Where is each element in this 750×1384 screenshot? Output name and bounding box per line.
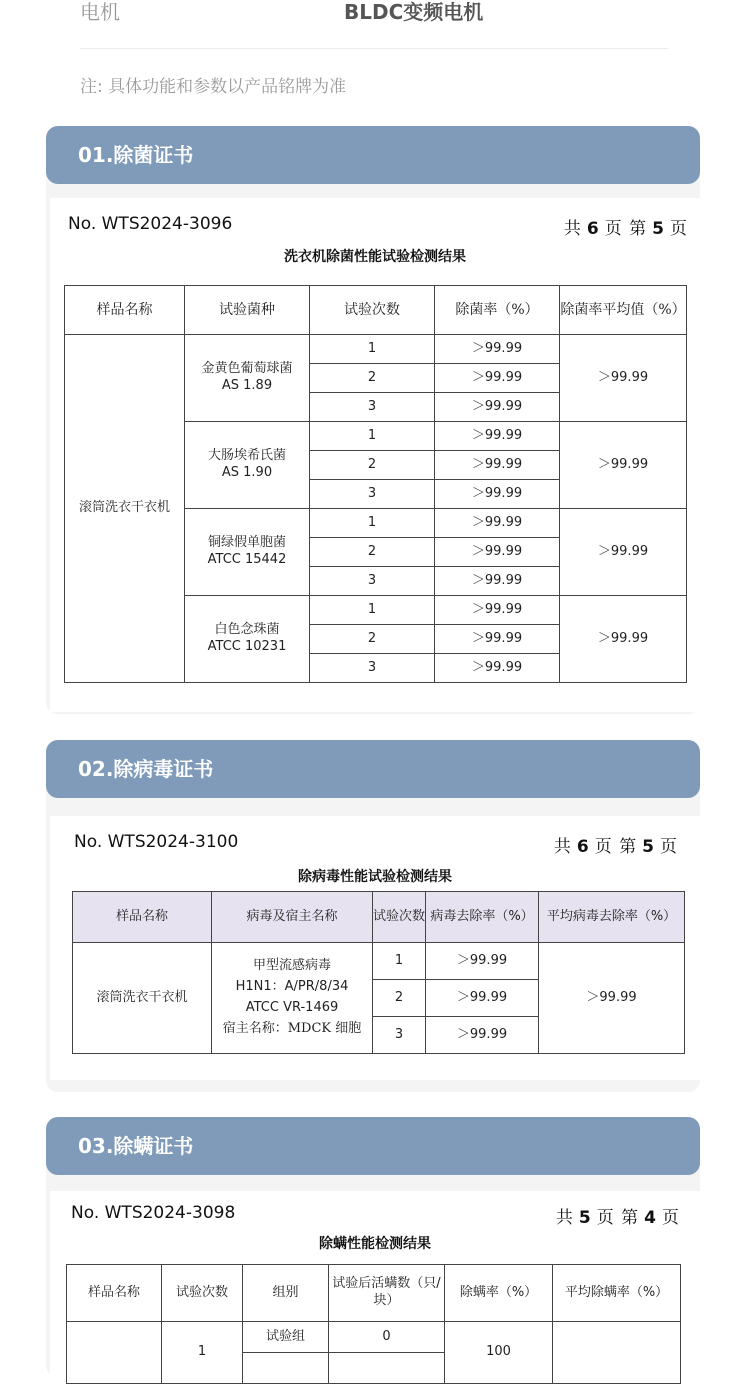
trial-cell: 3 xyxy=(310,393,435,422)
header-cell: 组别 xyxy=(243,1265,329,1322)
avg-rate-cell: ＞99.99 xyxy=(539,943,685,1054)
avg-rate-cell: ＞99.99 xyxy=(560,335,687,422)
trial-cell: 3 xyxy=(310,480,435,509)
result-table-title: 洗衣机除菌性能试验检测结果 xyxy=(284,249,466,265)
header-cell: 病毒及宿主名称 xyxy=(212,892,373,943)
antimite-result-table xyxy=(66,1264,681,1384)
trial-cell: 1 xyxy=(373,943,426,980)
trial-cell: 3 xyxy=(310,567,435,596)
group-cell: 试验组 xyxy=(243,1322,329,1353)
result-table-title: 除病毒性能试验检测结果 xyxy=(298,869,452,885)
strain-cell: 白色念珠菌 ATCC 10231 xyxy=(185,596,310,683)
header-cell: 试验菌种 xyxy=(185,286,310,335)
cert-number: No. WTS2024-3100 xyxy=(74,832,239,852)
rate-cell: ＞99.99 xyxy=(435,509,560,538)
rate-cell: ＞99.99 xyxy=(435,625,560,654)
table-row xyxy=(73,943,685,980)
rate-cell: ＞99.99 xyxy=(435,567,560,596)
note-text: 注: 具体功能和参数以产品铭牌为准 xyxy=(80,77,347,97)
trial-cell: 1 xyxy=(310,509,435,538)
header-cell: 样品名称 xyxy=(65,286,185,335)
cert-card-antimite xyxy=(46,1117,700,1377)
trial-cell: 1 xyxy=(310,422,435,451)
header-cell: 除菌率（%） xyxy=(435,286,560,335)
cert-number: No. WTS2024-3096 xyxy=(68,214,233,234)
sterilization-result-table xyxy=(64,285,687,683)
trial-cell: 2 xyxy=(310,451,435,480)
cert-header: 03.除螨证书 xyxy=(46,1117,700,1175)
rate-cell: ＞99.99 xyxy=(435,538,560,567)
rate-cell: ＞99.99 xyxy=(435,335,560,364)
rate-cell: ＞99.99 xyxy=(435,393,560,422)
cert-number: No. WTS2024-3098 xyxy=(71,1203,236,1223)
table-header-row xyxy=(73,892,685,943)
page-indicator: 共 6 页 第 5 页 xyxy=(563,219,688,239)
rate-cell: ＞99.99 xyxy=(435,451,560,480)
trial-cell: 1 xyxy=(162,1322,243,1384)
cert-document xyxy=(50,816,700,1080)
strain-cell: 铜绿假单胞菌 ATCC 15442 xyxy=(185,509,310,596)
rate-cell: ＞99.99 xyxy=(435,364,560,393)
avg-rate-cell: ＞99.99 xyxy=(560,422,687,509)
cert-header: 01.除菌证书 xyxy=(46,126,700,184)
table-row xyxy=(65,335,687,364)
count-cell: 0 xyxy=(329,1322,445,1353)
header-cell: 试验次数 xyxy=(373,892,426,943)
header-cell: 除螨率（%） xyxy=(445,1265,553,1322)
header-cell: 病毒去除率（%） xyxy=(426,892,539,943)
sample-name-cell: 滚筒洗衣干衣机 xyxy=(65,335,185,683)
rate-cell: ＞99.99 xyxy=(426,1017,539,1054)
result-table-title: 除螨性能检测结果 xyxy=(319,1236,431,1252)
count-cell xyxy=(329,1353,445,1384)
header-cell: 除菌率平均值（%） xyxy=(560,286,687,335)
spec-value: BLDC变频电机 xyxy=(344,0,484,24)
trial-cell: 2 xyxy=(373,980,426,1017)
header-cell: 平均除螨率（%） xyxy=(553,1265,681,1322)
table-header-row xyxy=(67,1265,681,1322)
header-cell: 样品名称 xyxy=(67,1265,162,1322)
table-header-row xyxy=(65,286,687,335)
cert-card-sterilization xyxy=(46,126,700,714)
trial-cell: 3 xyxy=(373,1017,426,1054)
trial-cell: 1 xyxy=(310,335,435,364)
cert-document xyxy=(50,1191,700,1377)
avg-rate-cell: ＞99.99 xyxy=(560,596,687,683)
trial-cell: 3 xyxy=(310,654,435,683)
page-indicator: 共 6 页 第 5 页 xyxy=(553,837,678,857)
avg-rate-cell: ＞99.99 xyxy=(560,509,687,596)
header-cell: 平均病毒去除率（%） xyxy=(539,892,685,943)
cert-card-antivirus xyxy=(46,740,700,1092)
rate-cell: ＞99.99 xyxy=(426,943,539,980)
rate-cell: ＞99.99 xyxy=(435,480,560,509)
virus-host-cell: 甲型流感病毒 H1N1：A/PR/8/34 ATCC VR-1469 宿主名称：MDCK 细胞 xyxy=(212,943,373,1054)
trial-cell: 2 xyxy=(310,625,435,654)
strain-cell: 大肠埃希氏菌 AS 1.90 xyxy=(185,422,310,509)
header-cell: 样品名称 xyxy=(73,892,212,943)
trial-cell: 1 xyxy=(310,596,435,625)
spec-row xyxy=(80,0,668,49)
table-row xyxy=(67,1322,681,1353)
trial-cell: 2 xyxy=(310,538,435,567)
header-cell: 试验后活螨数（只/块） xyxy=(329,1265,445,1322)
spec-label: 电机 xyxy=(80,0,120,24)
rate-cell: ＞99.99 xyxy=(435,596,560,625)
rate-cell: ＞99.99 xyxy=(435,654,560,683)
rate-cell: ＞99.99 xyxy=(435,422,560,451)
sample-name-cell: 滚筒洗衣干衣机 xyxy=(73,943,212,1054)
cert-header: 02.除病毒证书 xyxy=(46,740,700,798)
trial-cell: 2 xyxy=(310,364,435,393)
group-cell xyxy=(243,1353,329,1384)
rate-cell: 100 xyxy=(445,1322,553,1384)
cert-document xyxy=(50,198,700,712)
antivirus-result-table xyxy=(72,891,685,1054)
rate-cell: ＞99.99 xyxy=(426,980,539,1017)
strain-cell: 金黄色葡萄球菌 AS 1.89 xyxy=(185,335,310,422)
header-cell: 试验次数 xyxy=(162,1265,243,1322)
page-indicator: 共 5 页 第 4 页 xyxy=(555,1208,680,1228)
header-cell: 试验次数 xyxy=(310,286,435,335)
